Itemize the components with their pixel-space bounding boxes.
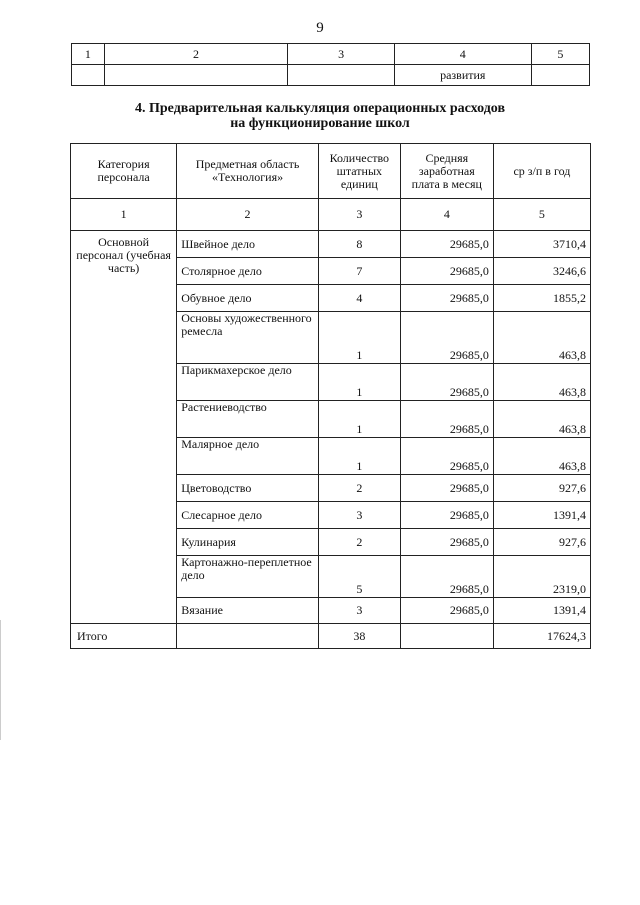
units-cell: 1 xyxy=(318,438,400,475)
cost-table xyxy=(70,143,591,649)
subject-cell: Вязание xyxy=(177,598,319,624)
continued-table-row xyxy=(72,65,590,86)
annual-cell: 463,8 xyxy=(493,364,590,401)
salary-cell: 29685,0 xyxy=(400,364,493,401)
subject-cell: Основы художественного ремесла xyxy=(177,312,319,364)
units-cell: 1 xyxy=(318,312,400,364)
annual-cell: 2319,0 xyxy=(493,556,590,598)
salary-cell: 29685,0 xyxy=(400,312,493,364)
annual-cell: 1391,4 xyxy=(493,598,590,624)
subject-cell: Столярное дело xyxy=(177,258,319,285)
total-annual: 17624,3 xyxy=(493,624,590,649)
salary-cell: 29685,0 xyxy=(400,598,493,624)
cell-5 xyxy=(531,65,589,86)
salary-cell: 29685,0 xyxy=(400,475,493,502)
subject-cell: Кулинария xyxy=(177,529,319,556)
salary-cell: 29685,0 xyxy=(400,401,493,438)
annual-cell: 3710,4 xyxy=(493,231,590,258)
col-2: 2 xyxy=(104,44,288,65)
subject-cell: Картонажно-переплетное дело xyxy=(177,556,319,598)
total-subject-empty xyxy=(177,624,319,649)
annual-cell: 463,8 xyxy=(493,438,590,475)
column-number: 2 xyxy=(177,199,319,231)
section-title-line-1: 4. Предварительная калькуляция операционных расходов xyxy=(134,101,505,116)
subject-cell: Обувное дело xyxy=(177,285,319,312)
annual-cell: 927,6 xyxy=(493,475,590,502)
annual-cell: 1391,4 xyxy=(493,502,590,529)
table-row xyxy=(71,231,591,258)
continued-table xyxy=(71,43,590,86)
subject-cell: Парикмахерское дело xyxy=(177,364,319,401)
total-salary-empty xyxy=(400,624,493,649)
units-cell: 2 xyxy=(318,475,400,502)
salary-cell: 29685,0 xyxy=(400,556,493,598)
header-category: Категория персонала xyxy=(71,144,177,199)
cell-1 xyxy=(72,65,105,86)
section-title xyxy=(0,101,640,131)
annual-cell: 1855,2 xyxy=(493,285,590,312)
salary-cell: 29685,0 xyxy=(400,231,493,258)
header-subject: Предметная область «Технология» xyxy=(177,144,319,199)
annual-cell: 3246,6 xyxy=(493,258,590,285)
cell-2 xyxy=(104,65,288,86)
cell-4: развития xyxy=(394,65,531,86)
units-cell: 1 xyxy=(318,401,400,438)
header-row xyxy=(71,144,591,199)
cell-3 xyxy=(288,65,395,86)
header-salary: Средняя заработная плата в месяц xyxy=(400,144,493,199)
subject-cell: Швейное дело xyxy=(177,231,319,258)
subject-cell: Цветоводство xyxy=(177,475,319,502)
units-cell: 2 xyxy=(318,529,400,556)
col-4: 4 xyxy=(394,44,531,65)
header-annual: ср з/п в год xyxy=(493,144,590,199)
total-row xyxy=(71,624,591,649)
salary-cell: 29685,0 xyxy=(400,529,493,556)
scan-edge-mark xyxy=(0,620,1,740)
annual-cell: 463,8 xyxy=(493,401,590,438)
subject-cell: Слесарное дело xyxy=(177,502,319,529)
col-5: 5 xyxy=(531,44,589,65)
page-number: 9 xyxy=(316,20,324,36)
units-cell: 4 xyxy=(318,285,400,312)
col-1: 1 xyxy=(72,44,105,65)
total-units: 38 xyxy=(318,624,400,649)
continued-table-header xyxy=(72,44,590,65)
annual-cell: 927,6 xyxy=(493,529,590,556)
annual-cell: 463,8 xyxy=(493,312,590,364)
units-cell: 8 xyxy=(318,231,400,258)
subject-cell: Малярное дело xyxy=(177,438,319,475)
column-number: 3 xyxy=(318,199,400,231)
units-cell: 5 xyxy=(318,556,400,598)
units-cell: 7 xyxy=(318,258,400,285)
salary-cell: 29685,0 xyxy=(400,258,493,285)
salary-cell: 29685,0 xyxy=(400,502,493,529)
column-number: 5 xyxy=(493,199,590,231)
salary-cell: 29685,0 xyxy=(400,285,493,312)
subject-cell: Растениеводство xyxy=(177,401,319,438)
units-cell: 3 xyxy=(318,598,400,624)
salary-cell: 29685,0 xyxy=(400,438,493,475)
column-number: 1 xyxy=(71,199,177,231)
category-cell: Основной персонал (учебная часть) xyxy=(71,231,177,624)
total-label: Итого xyxy=(71,624,177,649)
units-cell: 3 xyxy=(318,502,400,529)
col-3: 3 xyxy=(288,44,395,65)
section-title-line-2: на функционирование школ xyxy=(230,116,410,131)
header-units: Количество штатных единиц xyxy=(318,144,400,199)
units-cell: 1 xyxy=(318,364,400,401)
column-number: 4 xyxy=(400,199,493,231)
column-numbers-row xyxy=(71,199,591,231)
